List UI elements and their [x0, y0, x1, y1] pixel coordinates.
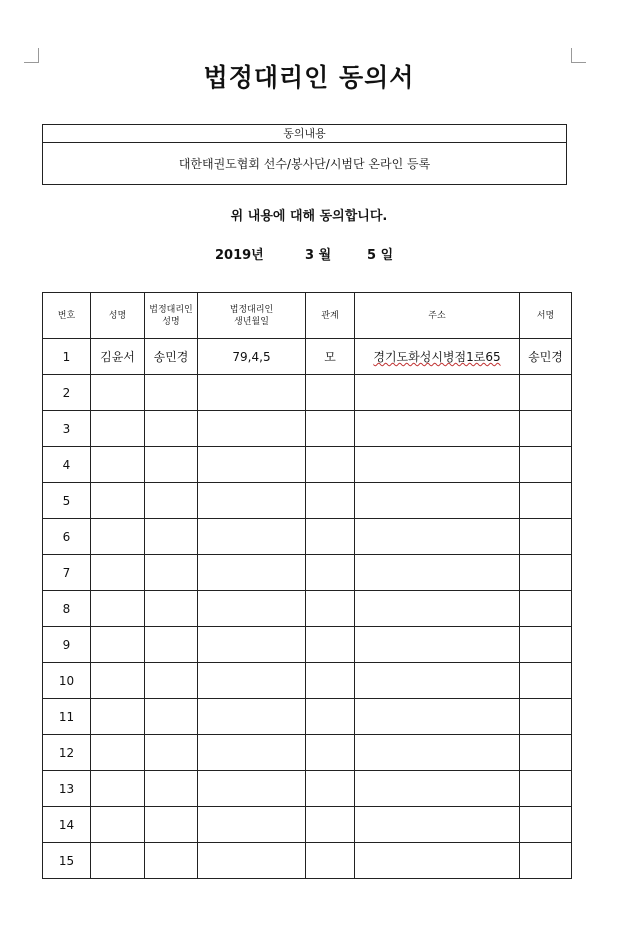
address-text: 경기도화성시병점1로65	[373, 350, 501, 364]
row-number: 3	[43, 411, 91, 447]
guardian-name-cell[interactable]: 송민경	[145, 339, 198, 375]
participant-name-cell[interactable]	[91, 771, 145, 807]
relation-cell[interactable]	[306, 807, 355, 843]
guardian-birth-cell[interactable]	[198, 699, 306, 735]
guardian-consent-table	[42, 292, 572, 879]
row-number: 4	[43, 447, 91, 483]
relation-cell[interactable]: 모	[306, 339, 355, 375]
participant-name-cell[interactable]	[91, 843, 145, 879]
signature-cell[interactable]	[520, 411, 572, 447]
signature-cell[interactable]	[520, 483, 572, 519]
relation-cell[interactable]	[306, 411, 355, 447]
signature-cell[interactable]: 송민경	[520, 339, 572, 375]
participant-name-cell[interactable]	[91, 483, 145, 519]
table-row	[43, 411, 572, 447]
signature-cell[interactable]	[520, 447, 572, 483]
table-row	[43, 699, 572, 735]
guardian-name-cell[interactable]	[145, 375, 198, 411]
table-row	[43, 591, 572, 627]
address-cell[interactable]	[355, 771, 520, 807]
row-number: 2	[43, 375, 91, 411]
relation-cell[interactable]	[306, 699, 355, 735]
guardian-birth-cell[interactable]	[198, 411, 306, 447]
header-name: 성명	[91, 293, 145, 339]
row-number: 5	[43, 483, 91, 519]
relation-cell[interactable]	[306, 591, 355, 627]
guardian-birth-cell[interactable]	[198, 627, 306, 663]
relation-cell[interactable]	[306, 555, 355, 591]
relation-cell[interactable]	[306, 663, 355, 699]
signature-cell[interactable]	[520, 555, 572, 591]
address-cell[interactable]	[355, 591, 520, 627]
guardian-birth-cell[interactable]	[198, 447, 306, 483]
guardian-birth-cell[interactable]	[198, 555, 306, 591]
table-row	[43, 375, 572, 411]
address-cell[interactable]	[355, 843, 520, 879]
row-number: 14	[43, 807, 91, 843]
row-number: 10	[43, 663, 91, 699]
participant-name-cell[interactable]	[91, 627, 145, 663]
signature-cell[interactable]	[520, 807, 572, 843]
document-title: 법정대리인 동의서	[203, 63, 415, 92]
guardian-birth-cell[interactable]	[198, 483, 306, 519]
guardian-birth-cell[interactable]	[198, 843, 306, 879]
row-number: 15	[43, 843, 91, 879]
table-row	[43, 771, 572, 807]
consent-box	[42, 124, 567, 185]
participant-name-cell[interactable]	[91, 375, 145, 411]
date-month[interactable]: 3 월	[305, 248, 332, 263]
guardian-birth-cell[interactable]	[198, 771, 306, 807]
signature-cell[interactable]	[520, 843, 572, 879]
header-guardian-birth: 법정대리인 생년월일	[198, 293, 306, 339]
relation-cell[interactable]	[306, 483, 355, 519]
table-body	[43, 339, 572, 879]
row-number: 12	[43, 735, 91, 771]
consent-content[interactable]: 대한태권도협회 선수/봉사단/시범단 온라인 등록	[178, 157, 431, 171]
table-row	[43, 555, 572, 591]
signature-cell[interactable]	[520, 627, 572, 663]
relation-cell[interactable]	[306, 735, 355, 771]
row-number: 13	[43, 771, 91, 807]
participant-name-cell[interactable]	[91, 807, 145, 843]
guardian-birth-cell[interactable]	[198, 735, 306, 771]
guardian-name-cell[interactable]	[145, 843, 198, 879]
participant-name-cell[interactable]	[91, 591, 145, 627]
table-row	[43, 735, 572, 771]
table-row	[43, 663, 572, 699]
table-row	[43, 339, 572, 375]
guardian-name-cell[interactable]	[145, 735, 198, 771]
guardian-name-cell[interactable]	[145, 771, 198, 807]
address-cell[interactable]	[355, 735, 520, 771]
signature-cell[interactable]	[520, 519, 572, 555]
signature-cell[interactable]	[520, 735, 572, 771]
signature-cell[interactable]	[520, 771, 572, 807]
header-address: 주소	[355, 293, 520, 339]
relation-cell[interactable]	[306, 771, 355, 807]
address-cell[interactable]	[355, 483, 520, 519]
row-number: 9	[43, 627, 91, 663]
address-cell[interactable]	[355, 447, 520, 483]
guardian-name-cell[interactable]	[145, 807, 198, 843]
signature-cell[interactable]	[520, 375, 572, 411]
table-row	[43, 627, 572, 663]
header-relation: 관계	[306, 293, 355, 339]
row-number: 8	[43, 591, 91, 627]
relation-cell[interactable]	[306, 627, 355, 663]
participant-name-cell[interactable]	[91, 699, 145, 735]
header-no: 번호	[43, 293, 91, 339]
guardian-birth-cell[interactable]	[198, 591, 306, 627]
address-cell[interactable]	[355, 339, 520, 375]
signature-cell[interactable]	[520, 699, 572, 735]
row-number: 11	[43, 699, 91, 735]
participant-name-cell[interactable]	[91, 411, 145, 447]
date-day[interactable]: 5 일	[367, 248, 394, 263]
consent-header: 동의내용	[43, 125, 566, 143]
header-signature: 서명	[520, 293, 572, 339]
relation-cell[interactable]	[306, 447, 355, 483]
table-row	[43, 843, 572, 879]
signing-date	[0, 244, 618, 264]
row-number: 6	[43, 519, 91, 555]
date-year[interactable]: 2019년	[215, 248, 264, 263]
table-row	[43, 519, 572, 555]
guardian-birth-cell[interactable]	[198, 519, 306, 555]
relation-cell[interactable]	[306, 519, 355, 555]
relation-cell[interactable]	[306, 375, 355, 411]
guardian-birth-cell[interactable]: 79,4,5	[198, 339, 306, 375]
participant-name-cell[interactable]: 김윤서	[91, 339, 145, 375]
guardian-birth-cell[interactable]	[198, 663, 306, 699]
signature-cell[interactable]	[520, 591, 572, 627]
table-row	[43, 483, 572, 519]
relation-cell[interactable]	[306, 843, 355, 879]
participant-name-cell[interactable]	[91, 519, 145, 555]
address-cell[interactable]	[355, 519, 520, 555]
signature-cell[interactable]	[520, 663, 572, 699]
address-cell[interactable]	[355, 555, 520, 591]
guardian-name-cell[interactable]	[145, 483, 198, 519]
guardian-name-cell[interactable]	[145, 447, 198, 483]
row-number: 1	[43, 339, 91, 375]
guardian-name-cell[interactable]	[145, 663, 198, 699]
participant-name-cell[interactable]	[91, 735, 145, 771]
guardian-name-cell[interactable]	[145, 627, 198, 663]
guardian-name-cell[interactable]	[145, 699, 198, 735]
row-number: 7	[43, 555, 91, 591]
participant-name-cell[interactable]	[91, 447, 145, 483]
guardian-name-cell[interactable]	[145, 519, 198, 555]
address-cell[interactable]	[355, 411, 520, 447]
participant-name-cell[interactable]	[91, 555, 145, 591]
address-cell[interactable]	[355, 807, 520, 843]
guardian-birth-cell[interactable]	[198, 807, 306, 843]
address-cell[interactable]	[355, 627, 520, 663]
participant-name-cell[interactable]	[91, 663, 145, 699]
agreement-statement: 위 내용에 대해 동의합니다.	[230, 209, 388, 224]
guardian-name-cell[interactable]	[145, 555, 198, 591]
table-row	[43, 447, 572, 483]
table-header-row	[43, 293, 572, 339]
guardian-name-cell[interactable]	[145, 411, 198, 447]
table-row	[43, 807, 572, 843]
guardian-name-cell[interactable]	[145, 591, 198, 627]
address-cell[interactable]	[355, 663, 520, 699]
address-cell[interactable]	[355, 699, 520, 735]
guardian-birth-cell[interactable]	[198, 375, 306, 411]
address-cell[interactable]	[355, 375, 520, 411]
header-guardian-name: 법정대리인 성명	[145, 293, 198, 339]
